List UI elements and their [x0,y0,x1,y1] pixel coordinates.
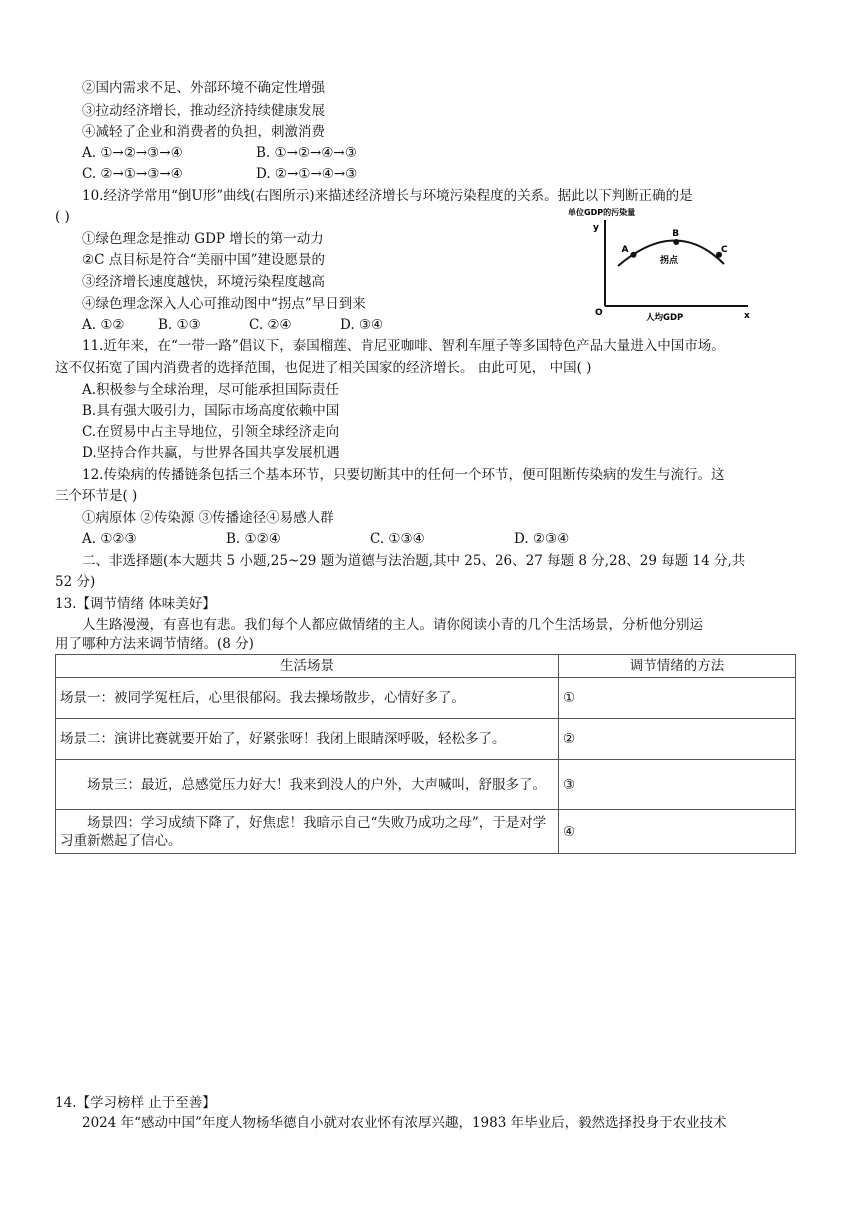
table-row [56,810,796,854]
q11-choice-a: A.积极参与全球治理，尽可能承担国际责任 [82,382,340,398]
section-2-heading-cont: 52 分) [55,574,96,590]
scene-cell: 场景二：演讲比赛就要开始了，好紧张呀！我闭上眼睛深呼吸，轻松多了。 [56,719,559,760]
table-row [56,678,796,719]
q14-heading: 14.【学习榜样 止于至善】 [55,1095,216,1111]
q10-item-3: ③经济增长速度越快，环境污染程度越高 [82,274,325,290]
chart-origin: O [595,308,603,318]
q11-choice-c: C.在贸易中占主导地位，引领全球经济走向 [82,424,340,440]
q10-choice-d: D. ③④ [340,317,384,333]
q10-stem: 10.经济学常用“倒U形”曲线(右图所示)来描述经济增长与环境污染程度的关系。据此以下判断正确的是 [82,188,693,204]
q11-stem: 11.近年来，在“一带一路”倡议下，泰国榴莲、肯尼亚咖啡、智利车厘子等多国特色产品大量进入中国市场。 [82,338,725,354]
scene-cell: 场景三：最近，总感觉压力好大！我来到没人的户外，大声喊叫，舒服多了。 [56,760,559,810]
q13-heading: 13.【调节情绪 体味美好】 [55,596,216,612]
q14-text: 2024 年“感动中国”年度人物杨华德自小就对农业怀有浓厚兴趣，1983 年毕业后，毅然选择投身于农业技术 [82,1115,727,1131]
table-header-scene: 生活场景 [56,655,559,678]
table-header-method: 调节情绪的方法 [559,655,796,678]
chart-point-label: B [672,229,680,239]
q10-item-4: ④绿色理念深入人心可推动图中“拐点”早日到来 [82,296,366,312]
chart-y-symbol: y [593,223,599,233]
chart-point-b [673,239,679,245]
q10-choice-b: B. ①③ [158,317,201,333]
q9-statement-4: ④减轻了企业和消费者的负担，刺激消费 [82,124,325,140]
q12-items: ①病原体 ②传染源 ③传播途径④易感人群 [82,510,334,526]
chart-annotation: 拐点 [660,256,679,266]
table-row [56,760,796,810]
emotion-scene-table [55,654,796,854]
q9-statement-2: ②国内需求不足、外部环境不确定性增强 [82,80,325,96]
q9-choice-a: A. ①→②→③→④ [82,145,183,161]
q13-intro: 人生路漫漫，有喜也有悲。我们每个人都应做情绪的主人。请你阅读小青的几个生活场景，分析他分别运 [82,617,703,633]
q9-statement-3: ③拉动经济增长，推动经济持续健康发展 [82,103,325,119]
q9-choice-d: D. ②→①→④→③ [256,166,358,182]
method-answer-cell[interactable]: ③ [559,760,796,810]
method-answer-cell[interactable]: ② [559,719,796,760]
q11-choice-b: B.具有强大吸引力，国际市场高度依赖中国 [82,403,340,419]
q12-choice-c: C. ①③④ [370,531,425,547]
q12-stem: 12.传染病的传播链条包括三个基本环节，只要切断其中的任何一个环节，便可阻断传染病的发生与流行。这 [82,467,725,483]
scene-cell: 场景一：被同学冤枉后，心里很郁闷。我去操场散步，心情好多了。 [56,678,559,719]
chart-point-label: A [621,244,629,255]
chart-ylabel: 单位GDP的污染量 [568,208,636,217]
method-answer-cell[interactable]: ① [559,678,796,719]
chart-x-symbol: x [744,311,750,321]
q12-choice-b: B. ①②④ [226,531,281,547]
inverted-u-chart [566,206,766,324]
q12-choice-d: D. ②③④ [514,531,570,547]
chart-xlabel: 人均GDP [646,313,684,323]
q9-choice-b: B. ①→②→④→③ [256,145,357,161]
chart-point-a [631,252,637,258]
q10-answer-bracket: ( ) [55,209,70,225]
method-answer-cell[interactable]: ④ [559,810,796,854]
scene-cell: 场景四：学习成绩下降了，好焦虑！我暗示自己“失败乃成功之母”，于是对学习重新燃起了信心。 [56,810,559,854]
q12-stem-cont: 三个环节是( ) [55,488,138,504]
q13-intro-cont: 用了哪种方法来调节情绪。(8 分) [55,636,254,652]
q10-choice-a: A. ①② [82,317,125,333]
q9-choice-c: C. ②→①→③→④ [82,166,183,182]
q10-choice-c: C. ②④ [249,317,292,333]
q12-choice-a: A. ①②③ [82,531,137,547]
section-2-heading: 二、非选择题(本大题共 5 小题,25~29 题为道德与法治题,其中 25、26、27 每题 8 分,28、29 每题 14 分,共 [82,553,746,569]
table-row [56,719,796,760]
chart-point-label: C [721,244,728,255]
q10-item-1: ①绿色理念是推动 GDP 增长的第一动力 [82,231,324,247]
q11-stem-cont: 这不仅拓宽了国内消费者的选择范围，也促进了相关国家的经济增长。 由此可见， 中国( ) [55,360,592,376]
q10-item-2: ②C 点目标是符合“美丽中国”建设愿景的 [82,252,326,268]
q11-choice-d: D.坚持合作共赢，与世界各国共享发展机遇 [82,445,340,461]
